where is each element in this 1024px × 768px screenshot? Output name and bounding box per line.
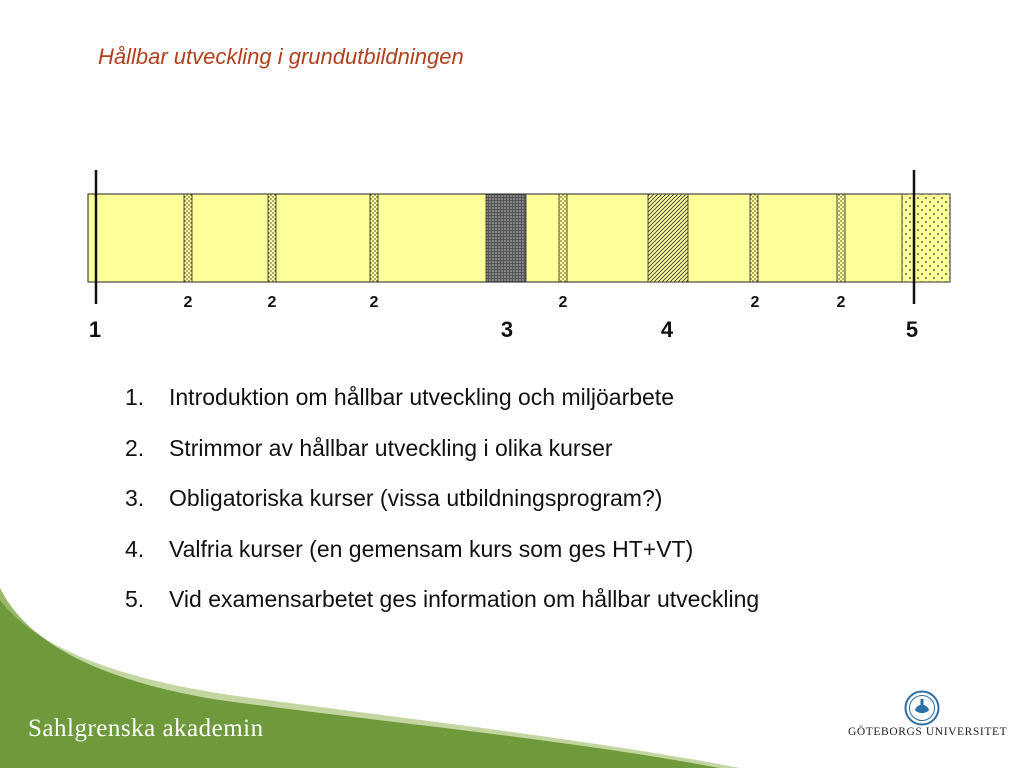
legend-item xyxy=(125,435,759,486)
segment-label-valfri: 4 xyxy=(660,317,674,342)
segment-label-strimma-2: 2 xyxy=(267,294,277,311)
legend-item-text: Valfria kurser (en gemensam kurs som ges HT+VT) xyxy=(169,535,694,562)
legend-item xyxy=(125,485,759,536)
segment-label-strimma-3: 2 xyxy=(369,294,379,311)
legend-item-text: Introduktion om hållbar utveckling och miljöarbete xyxy=(169,384,674,410)
legend-item-text: Obligatoriska kurser (vissa utbildningsprogram?) xyxy=(169,485,663,511)
segment-label-strimma-5: 2 xyxy=(750,294,760,311)
segment-label-strimma-4: 2 xyxy=(558,294,568,311)
legend-item-number: 3. xyxy=(125,485,145,511)
slide-title: Hållbar utveckling i grundutbildningen xyxy=(98,44,464,69)
segment-strimma-5 xyxy=(750,194,758,282)
university-name: GÖTEBORGS UNIVERSITET xyxy=(848,726,1008,738)
segment-strimma-4 xyxy=(559,194,567,282)
segment-valfri xyxy=(648,194,688,282)
curriculum-timeline xyxy=(0,0,1024,360)
legend-item-number: 2. xyxy=(125,434,145,461)
segment-examensarbete xyxy=(902,194,950,282)
legend-item-text: Vid examensarbetet ges information om hållbar utveckling xyxy=(169,586,760,612)
segment-obligatorisk xyxy=(486,194,526,282)
segment-label-obligatorisk: 3 xyxy=(500,317,514,342)
segment-strimma-3 xyxy=(370,194,378,282)
brand-name: Sahlgrenska akademin xyxy=(28,715,264,742)
end-marker-label: 5 xyxy=(905,317,919,342)
legend-item-text: Strimmor av hållbar utveckling i olika kurser xyxy=(169,434,613,461)
legend-item-number: 4. xyxy=(125,535,145,562)
legend-item xyxy=(125,384,759,435)
legend-list xyxy=(125,384,759,637)
segment-strimma-1 xyxy=(184,194,192,282)
legend-item-number: 1. xyxy=(125,384,145,410)
university-seal-icon xyxy=(904,690,940,726)
segment-label-strimma-1: 2 xyxy=(183,294,193,311)
start-marker-label: 1 xyxy=(88,317,102,342)
segment-strimma-2 xyxy=(268,194,276,282)
legend-item xyxy=(125,536,759,587)
legend-item-number: 5. xyxy=(125,586,145,612)
legend-item xyxy=(125,586,759,637)
segment-strimma-6 xyxy=(837,194,845,282)
segment-label-strimma-6: 2 xyxy=(836,294,846,311)
